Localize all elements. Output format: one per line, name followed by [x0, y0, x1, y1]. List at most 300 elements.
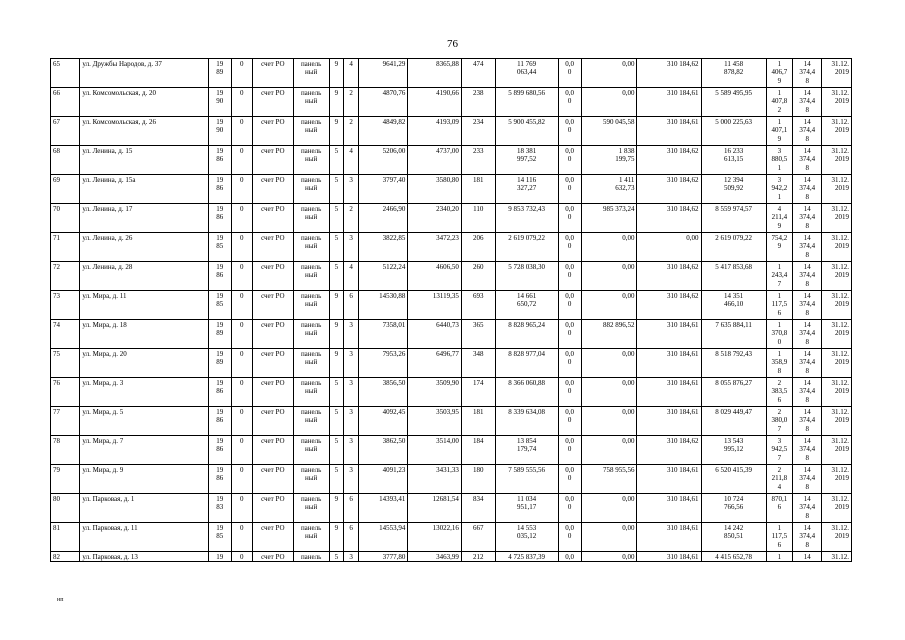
- cell-account-type: счет РО: [252, 494, 293, 523]
- cell-other-funds: 6 520 415,39: [701, 465, 766, 494]
- cell-max-cost-per-sqm: 14 374,4 8: [792, 146, 821, 175]
- cell-floors: 9: [329, 88, 344, 117]
- cell-fund-share: 0,0 0: [558, 320, 581, 349]
- cell-entrances: 3: [344, 436, 359, 465]
- cell-max-cost-per-sqm: 14 374,4 8: [792, 117, 821, 146]
- cell-row-number: 72: [51, 262, 80, 291]
- cell-build-year: 19 90: [208, 88, 231, 117]
- table-row: [51, 262, 852, 291]
- cell-wall-material: панель ный: [293, 407, 329, 436]
- cell-build-year: 19 86: [208, 436, 231, 465]
- cell-owners-funds: 0,00: [581, 349, 637, 378]
- cell-wall-material: панель ный: [293, 262, 329, 291]
- cell-address: ул. Мира, д. 11: [80, 291, 208, 320]
- cell-address: ул. Ленина, д. 28: [80, 262, 208, 291]
- cell-owners-funds: 0,00: [581, 291, 637, 320]
- cell-account-type: счет РО: [252, 175, 293, 204]
- cell-row-number: 68: [51, 146, 80, 175]
- cell-owners-funds: 0,00: [581, 494, 637, 523]
- cell-deadline: 31.12. 2019: [822, 88, 852, 117]
- cell-deadline: 31.12. 2019: [822, 59, 852, 88]
- cell-living-area: 4190,66: [408, 88, 462, 117]
- cell-other-funds: 16 233 613,15: [701, 146, 766, 175]
- cell-living-area: 3503,95: [408, 407, 462, 436]
- cell-living-area: 4737,00: [408, 146, 462, 175]
- cell-budget-funds: 310 184,61: [637, 407, 701, 436]
- cell-other-funds: 10 724 766,56: [701, 494, 766, 523]
- table-row: [51, 436, 852, 465]
- cell-col-zero: 0: [231, 320, 252, 349]
- cell-cost-per-sqm: 1 407,1 9: [766, 117, 792, 146]
- cell-budget-funds: 0,00: [637, 233, 701, 262]
- cell-budget-funds: 310 184,62: [637, 59, 701, 88]
- cell-owners-funds: 0,00: [581, 59, 637, 88]
- footer-note: нп: [57, 597, 64, 603]
- cell-row-number: 73: [51, 291, 80, 320]
- cell-col-zero: 0: [231, 407, 252, 436]
- cell-max-cost-per-sqm: 14 374,4 8: [792, 436, 821, 465]
- cell-budget-funds: 310 184,61: [637, 117, 701, 146]
- cell-cost-per-sqm: 4 211,4 9: [766, 204, 792, 233]
- cell-fund-share: 0,0 0: [558, 117, 581, 146]
- cell-budget-funds: 310 184,62: [637, 262, 701, 291]
- cell-living-area: 3463,99: [408, 552, 462, 562]
- cell-cost-per-sqm: 1 407,8 2: [766, 88, 792, 117]
- cell-address: ул. Ленина, д. 26: [80, 233, 208, 262]
- cell-other-funds: 4 415 652,78: [701, 552, 766, 562]
- cell-fund-share: 0,0 0: [558, 407, 581, 436]
- cell-other-funds: 5 000 225,63: [701, 117, 766, 146]
- table-row: [51, 523, 852, 552]
- cell-entrances: 3: [344, 552, 359, 562]
- cell-cost-per-sqm: 2 380,0 7: [766, 407, 792, 436]
- cell-floors: 9: [329, 320, 344, 349]
- cell-living-area: 3431,33: [408, 465, 462, 494]
- table-row: [51, 175, 852, 204]
- cell-max-cost-per-sqm: 14 374,4 8: [792, 204, 821, 233]
- cell-floors: 5: [329, 204, 344, 233]
- cell-col-zero: 0: [231, 494, 252, 523]
- cell-build-year: 19 86: [208, 204, 231, 233]
- table-row: [51, 494, 852, 523]
- cell-other-funds: 14 242 850,51: [701, 523, 766, 552]
- cell-build-year: 19 85: [208, 523, 231, 552]
- cell-living-area: 3472,23: [408, 233, 462, 262]
- cell-entrances: 3: [344, 233, 359, 262]
- cell-max-cost-per-sqm: 14 374,4 8: [792, 407, 821, 436]
- cell-living-area: 4193,09: [408, 117, 462, 146]
- cell-max-cost-per-sqm: 14 374,4 8: [792, 523, 821, 552]
- table-row: [51, 146, 852, 175]
- cell-cost-per-sqm: 1 358,9 8: [766, 349, 792, 378]
- cell-entrances: 2: [344, 117, 359, 146]
- cell-row-number: 76: [51, 378, 80, 407]
- cell-row-number: 82: [51, 552, 80, 562]
- cell-total-cost: 18 381 997,52: [495, 146, 558, 175]
- cell-total-area: 3862,50: [358, 436, 407, 465]
- cell-total-area: 4870,76: [358, 88, 407, 117]
- cell-col-zero: 0: [231, 88, 252, 117]
- cell-total-area: 3777,80: [358, 552, 407, 562]
- cell-col-zero: 0: [231, 291, 252, 320]
- cell-other-funds: 12 394 509,92: [701, 175, 766, 204]
- cell-account-type: счет РО: [252, 117, 293, 146]
- cell-row-number: 80: [51, 494, 80, 523]
- cell-total-cost: 4 725 837,39: [495, 552, 558, 562]
- cell-build-year: 19 86: [208, 146, 231, 175]
- cell-other-funds: 8 029 449,47: [701, 407, 766, 436]
- cell-address: ул. Парковая, д. 11: [80, 523, 208, 552]
- cell-fund-share: 0,0 0: [558, 523, 581, 552]
- cell-entrances: 3: [344, 407, 359, 436]
- cell-total-area: 3856,50: [358, 378, 407, 407]
- cell-residents: 180: [461, 465, 495, 494]
- cell-deadline: 31.12. 2019: [822, 349, 852, 378]
- cell-row-number: 67: [51, 117, 80, 146]
- cell-account-type: счет РО: [252, 291, 293, 320]
- cell-col-zero: 0: [231, 175, 252, 204]
- cell-residents: 206: [461, 233, 495, 262]
- cell-residents: 348: [461, 349, 495, 378]
- cell-residents: 174: [461, 378, 495, 407]
- cell-cost-per-sqm: 2 211,8 4: [766, 465, 792, 494]
- cell-owners-funds: 0,00: [581, 436, 637, 465]
- cell-max-cost-per-sqm: 14 374,4 8: [792, 320, 821, 349]
- cell-row-number: 75: [51, 349, 80, 378]
- cell-budget-funds: 310 184,62: [637, 204, 701, 233]
- cell-wall-material: панель ный: [293, 117, 329, 146]
- cell-row-number: 74: [51, 320, 80, 349]
- cell-account-type: счет РО: [252, 552, 293, 562]
- cell-cost-per-sqm: 2 383,5 6: [766, 378, 792, 407]
- cell-account-type: счет РО: [252, 146, 293, 175]
- cell-col-zero: 0: [231, 349, 252, 378]
- cell-wall-material: панель ный: [293, 59, 329, 88]
- cell-wall-material: панель ный: [293, 204, 329, 233]
- cell-floors: 5: [329, 465, 344, 494]
- cell-row-number: 79: [51, 465, 80, 494]
- cell-total-cost: 8 339 634,08: [495, 407, 558, 436]
- cell-floors: 5: [329, 233, 344, 262]
- cell-total-cost: 9 853 732,43: [495, 204, 558, 233]
- cell-max-cost-per-sqm: 14 374,4 8: [792, 175, 821, 204]
- table-row: [51, 233, 852, 262]
- cell-col-zero: 0: [231, 436, 252, 465]
- cell-deadline: 31.12. 2019: [822, 233, 852, 262]
- cell-residents: 260: [461, 262, 495, 291]
- cell-entrances: 6: [344, 291, 359, 320]
- cell-entrances: 3: [344, 175, 359, 204]
- cell-wall-material: панель ный: [293, 175, 329, 204]
- cell-address: ул. Комсомольская, д. 20: [80, 88, 208, 117]
- cell-col-zero: 0: [231, 552, 252, 562]
- cell-total-cost: 14 661 650,72: [495, 291, 558, 320]
- cell-budget-funds: 310 184,61: [637, 349, 701, 378]
- table-row: [51, 117, 852, 146]
- cell-deadline: 31.12. 2019: [822, 262, 852, 291]
- cell-owners-funds: 0,00: [581, 523, 637, 552]
- cell-deadline: 31.12. 2019: [822, 291, 852, 320]
- cell-account-type: счет РО: [252, 262, 293, 291]
- cell-total-area: 3822,85: [358, 233, 407, 262]
- cell-max-cost-per-sqm: 14 374,4 8: [792, 262, 821, 291]
- cell-account-type: счет РО: [252, 407, 293, 436]
- cell-row-number: 71: [51, 233, 80, 262]
- cell-other-funds: 14 351 466,10: [701, 291, 766, 320]
- cell-col-zero: 0: [231, 465, 252, 494]
- cell-wall-material: панель ный: [293, 494, 329, 523]
- cell-address: ул. Мира, д. 20: [80, 349, 208, 378]
- cell-deadline: 31.12. 2019: [822, 523, 852, 552]
- cell-other-funds: 13 543 995,12: [701, 436, 766, 465]
- cell-owners-funds: 0,00: [581, 88, 637, 117]
- cell-living-area: 2340,20: [408, 204, 462, 233]
- cell-floors: 5: [329, 378, 344, 407]
- cell-cost-per-sqm: 870,1 6: [766, 494, 792, 523]
- cell-account-type: счет РО: [252, 436, 293, 465]
- cell-residents: 110: [461, 204, 495, 233]
- cell-entrances: 4: [344, 146, 359, 175]
- cell-floors: 9: [329, 494, 344, 523]
- cell-account-type: счет РО: [252, 465, 293, 494]
- cell-owners-funds: 0,00: [581, 262, 637, 291]
- cell-living-area: 13022,16: [408, 523, 462, 552]
- cell-col-zero: 0: [231, 378, 252, 407]
- cell-fund-share: 0,0 0: [558, 175, 581, 204]
- cell-budget-funds: 310 184,62: [637, 291, 701, 320]
- cell-cost-per-sqm: 754,2 9: [766, 233, 792, 262]
- cell-living-area: 3514,00: [408, 436, 462, 465]
- cell-other-funds: 7 635 884,11: [701, 320, 766, 349]
- cell-budget-funds: 310 184,61: [637, 88, 701, 117]
- cell-residents: 234: [461, 117, 495, 146]
- cell-account-type: счет РО: [252, 233, 293, 262]
- cell-address: ул. Ленина, д. 15а: [80, 175, 208, 204]
- cell-total-cost: 5 899 680,56: [495, 88, 558, 117]
- cell-fund-share: 0,0 0: [558, 233, 581, 262]
- cell-col-zero: 0: [231, 523, 252, 552]
- cell-max-cost-per-sqm: 14 374,4 8: [792, 291, 821, 320]
- cell-col-zero: 0: [231, 262, 252, 291]
- cell-fund-share: 0,0: [558, 552, 581, 562]
- cell-address: ул. Мира, д. 3: [80, 378, 208, 407]
- cell-residents: 693: [461, 291, 495, 320]
- cell-build-year: 19 90: [208, 117, 231, 146]
- cell-other-funds: 11 458 878,82: [701, 59, 766, 88]
- cell-owners-funds: 882 896,52: [581, 320, 637, 349]
- cell-fund-share: 0,0 0: [558, 291, 581, 320]
- cell-floors: 5: [329, 407, 344, 436]
- cell-fund-share: 0,0 0: [558, 262, 581, 291]
- cell-owners-funds: 0,00: [581, 378, 637, 407]
- table-row: [51, 349, 852, 378]
- cell-deadline: 31.12. 2019: [822, 204, 852, 233]
- cell-other-funds: 5 589 495,95: [701, 88, 766, 117]
- table-row: [51, 378, 852, 407]
- cell-account-type: счет РО: [252, 88, 293, 117]
- cell-wall-material: панель ный: [293, 378, 329, 407]
- cell-floors: 5: [329, 552, 344, 562]
- cell-other-funds: 5 417 853,68: [701, 262, 766, 291]
- cell-entrances: 3: [344, 320, 359, 349]
- cell-total-area: 14393,41: [358, 494, 407, 523]
- cell-wall-material: панель ный: [293, 291, 329, 320]
- cell-max-cost-per-sqm: 14 374,4 8: [792, 233, 821, 262]
- cell-wall-material: панель ный: [293, 436, 329, 465]
- cell-floors: 5: [329, 175, 344, 204]
- cell-living-area: 8365,88: [408, 59, 462, 88]
- cell-address: ул. Ленина, д. 15: [80, 146, 208, 175]
- cell-owners-funds: 985 373,24: [581, 204, 637, 233]
- cell-other-funds: 2 619 079,22: [701, 233, 766, 262]
- cell-owners-funds: 1 411 632,73: [581, 175, 637, 204]
- cell-max-cost-per-sqm: 14: [792, 552, 821, 562]
- cell-address: ул. Мира, д. 7: [80, 436, 208, 465]
- cell-residents: 667: [461, 523, 495, 552]
- cell-cost-per-sqm: 1 117,5 6: [766, 523, 792, 552]
- cell-total-cost: 14 553 035,12: [495, 523, 558, 552]
- cell-owners-funds: 0,00: [581, 407, 637, 436]
- cell-owners-funds: 590 045,58: [581, 117, 637, 146]
- cell-residents: 474: [461, 59, 495, 88]
- cell-budget-funds: 310 184,62: [637, 146, 701, 175]
- cell-address: ул. Парковая, д. 13: [80, 552, 208, 562]
- cell-total-area: 5206,00: [358, 146, 407, 175]
- cell-living-area: 3509,90: [408, 378, 462, 407]
- cell-living-area: 3580,80: [408, 175, 462, 204]
- cell-build-year: 19 85: [208, 233, 231, 262]
- cell-deadline: 31.12. 2019: [822, 117, 852, 146]
- cell-wall-material: панель ный: [293, 523, 329, 552]
- cell-budget-funds: 310 184,61: [637, 552, 701, 562]
- cell-budget-funds: 310 184,61: [637, 320, 701, 349]
- cell-owners-funds: 758 955,56: [581, 465, 637, 494]
- cell-build-year: 19: [208, 552, 231, 562]
- cell-total-area: 14553,94: [358, 523, 407, 552]
- cell-max-cost-per-sqm: 14 374,4 8: [792, 465, 821, 494]
- cell-max-cost-per-sqm: 14 374,4 8: [792, 88, 821, 117]
- cell-row-number: 70: [51, 204, 80, 233]
- cell-living-area: 4606,50: [408, 262, 462, 291]
- cell-cost-per-sqm: 1: [766, 552, 792, 562]
- cell-owners-funds: 0,00: [581, 552, 637, 562]
- cell-residents: 834: [461, 494, 495, 523]
- cell-entrances: 4: [344, 59, 359, 88]
- cell-living-area: 13119,35: [408, 291, 462, 320]
- cell-budget-funds: 310 184,61: [637, 494, 701, 523]
- cell-col-zero: 0: [231, 204, 252, 233]
- table-row: [51, 204, 852, 233]
- cell-other-funds: 8 055 876,27: [701, 378, 766, 407]
- cell-floors: 9: [329, 523, 344, 552]
- cell-fund-share: 0,0 0: [558, 88, 581, 117]
- cell-residents: 184: [461, 436, 495, 465]
- cell-total-area: 7358,01: [358, 320, 407, 349]
- cell-account-type: счет РО: [252, 349, 293, 378]
- cell-fund-share: 0,0 0: [558, 59, 581, 88]
- cell-budget-funds: 310 184,62: [637, 436, 701, 465]
- cell-build-year: 19 89: [208, 59, 231, 88]
- cell-wall-material: панель ный: [293, 146, 329, 175]
- cell-total-area: 9641,29: [358, 59, 407, 88]
- cell-deadline: 31.12. 2019: [822, 146, 852, 175]
- cell-total-area: 5122,24: [358, 262, 407, 291]
- cell-floors: 9: [329, 117, 344, 146]
- cell-col-zero: 0: [231, 117, 252, 146]
- cell-fund-share: 0,0 0: [558, 349, 581, 378]
- cell-wall-material: панель ный: [293, 88, 329, 117]
- cell-floors: 9: [329, 349, 344, 378]
- cell-residents: 233: [461, 146, 495, 175]
- cell-deadline: 31.12. 2019: [822, 436, 852, 465]
- cell-fund-share: 0,0 0: [558, 436, 581, 465]
- cell-account-type: счет РО: [252, 378, 293, 407]
- cell-build-year: 19 89: [208, 320, 231, 349]
- cell-wall-material: панель ный: [293, 465, 329, 494]
- cell-budget-funds: 310 184,61: [637, 378, 701, 407]
- cell-total-area: 4849,82: [358, 117, 407, 146]
- cell-entrances: 3: [344, 349, 359, 378]
- cell-max-cost-per-sqm: 14 374,4 8: [792, 349, 821, 378]
- cell-row-number: 77: [51, 407, 80, 436]
- cell-address: ул. Комсомольская, д. 26: [80, 117, 208, 146]
- cell-entrances: 2: [344, 204, 359, 233]
- cell-total-cost: 2 619 079,22: [495, 233, 558, 262]
- cell-entrances: 3: [344, 465, 359, 494]
- cell-cost-per-sqm: 1 243,4 7: [766, 262, 792, 291]
- cell-build-year: 19 89: [208, 349, 231, 378]
- cell-address: ул. Дружбы Народов, д. 37: [80, 59, 208, 88]
- cell-budget-funds: 310 184,61: [637, 523, 701, 552]
- cell-other-funds: 8 518 792,43: [701, 349, 766, 378]
- cell-residents: 238: [461, 88, 495, 117]
- cell-deadline: 31.12. 2019: [822, 407, 852, 436]
- cell-cost-per-sqm: 1 370,8 0: [766, 320, 792, 349]
- cell-fund-share: 0,0 0: [558, 378, 581, 407]
- registry-table: [50, 58, 852, 562]
- cell-total-area: 4091,23: [358, 465, 407, 494]
- cell-residents: 181: [461, 407, 495, 436]
- cell-address: ул. Ленина, д. 17: [80, 204, 208, 233]
- cell-build-year: 19 86: [208, 407, 231, 436]
- cell-entrances: 6: [344, 494, 359, 523]
- cell-entrances: 4: [344, 262, 359, 291]
- cell-total-cost: 11 034 951,17: [495, 494, 558, 523]
- cell-total-cost: 8 366 060,88: [495, 378, 558, 407]
- cell-account-type: счет РО: [252, 204, 293, 233]
- cell-wall-material: панель ный: [293, 320, 329, 349]
- cell-total-area: 7953,26: [358, 349, 407, 378]
- table-row: [51, 407, 852, 436]
- cell-address: ул. Мира, д. 9: [80, 465, 208, 494]
- cell-deadline: 31.12. 2019: [822, 175, 852, 204]
- cell-account-type: счет РО: [252, 523, 293, 552]
- cell-budget-funds: 310 184,61: [637, 465, 701, 494]
- cell-floors: 9: [329, 291, 344, 320]
- table-row: [51, 320, 852, 349]
- cell-total-area: 2466,90: [358, 204, 407, 233]
- table-row: [51, 59, 852, 88]
- cell-row-number: 78: [51, 436, 80, 465]
- cell-build-year: 19 86: [208, 175, 231, 204]
- cell-max-cost-per-sqm: 14 374,4 8: [792, 59, 821, 88]
- cell-account-type: счет РО: [252, 320, 293, 349]
- cell-cost-per-sqm: 3 942,2 1: [766, 175, 792, 204]
- cell-floors: 9: [329, 59, 344, 88]
- cell-build-year: 19 85: [208, 291, 231, 320]
- cell-col-zero: 0: [231, 146, 252, 175]
- cell-residents: 212: [461, 552, 495, 562]
